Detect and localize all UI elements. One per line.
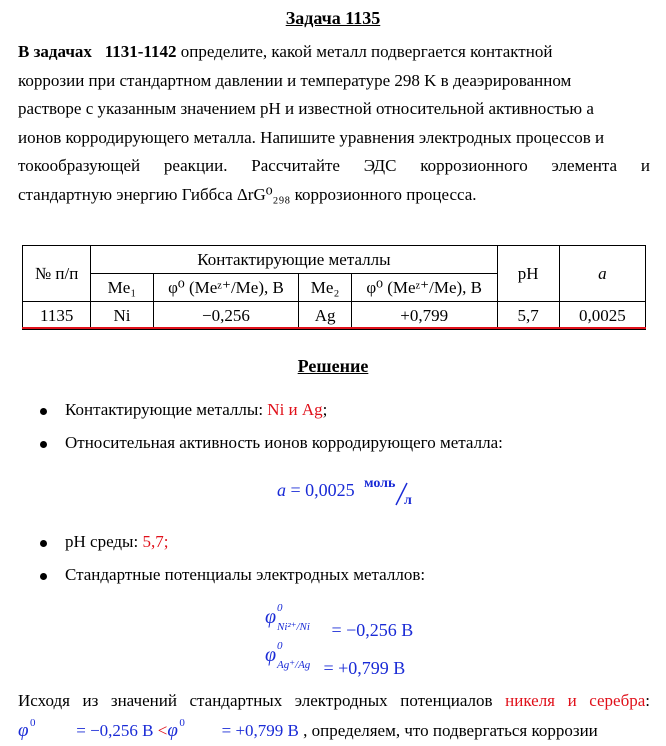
conclusion-paragraph [18,686,650,746]
unit-denominator: л [404,493,412,508]
cell-phi1: −0,256 [153,302,299,330]
header-num: № п/п [23,246,91,302]
cell-ph: 5,7 [497,302,559,330]
header-me1: Me₁ [91,274,153,302]
phi-ni-formula: φ 0 Ni²⁺/Ni = −0,256 В [265,602,414,640]
intro-line-2: коррозии при стандартном давлении и температуре 298 K в деаэрированном [18,70,572,90]
task-table [22,245,646,330]
intro-line-3: растворе с указанным значением pH и известной относительной активностью a [18,99,594,118]
cell-phi2: +0,799 [351,302,497,330]
header-phi2: φ⁰ (Meᶻ⁺/Me), В [351,274,497,302]
red-underline [22,327,646,329]
table-row [23,302,646,330]
bullet-dot-icon [40,540,47,547]
cell-a: 0,0025 [559,302,645,330]
intro-line-4: ионов корродирующего металла. Напишите уравнения электродных процессов и [18,127,605,147]
header-metals: Контактирующие металлы [91,246,497,274]
cell-num: 1135 [23,302,91,330]
phi-ag-formula: φ 0 Ag⁺/Ag = +0,799 В [265,640,406,678]
page-title: Задача 1135 [285,8,381,28]
conclusion-line-1: Исходя из значений стандартных электродных потенциалов никеля и серебра: [18,691,650,710]
conclusion-line-2: φ 0 = −0,256 В <φ 0 = +0,799 В , определяем, что подвергаться коррозии [18,717,598,741]
unit-numerator: моль [364,476,396,491]
bullet-dot-icon [40,573,47,580]
header-phi1: φ⁰ (Meᶻ⁺/Me), В [153,274,299,302]
header-me2: Me₂ [299,274,352,302]
cell-me2: Ag [299,302,352,330]
intro-paragraph [18,38,650,209]
header-ph: pH [497,246,559,302]
intro-line-1: В задачах 1131-1142 определите, какой металл подвергается контактной [18,42,553,61]
solution-title: Решение [297,356,369,376]
bullet-dot-icon [40,408,47,415]
intro-line-5: токообразующей реакции. Рассчитайте ЭДС коррозионного элемента и [18,156,650,175]
activity-formula: a = 0,0025 [277,480,355,500]
cell-me1: Ni [91,302,153,330]
bullet-dot-icon [40,441,47,448]
intro-line-6: стандартную энергию Гиббса ΔrG⁰₂₉₈ коррозионного процесса. [18,184,477,204]
header-a: a [559,246,645,302]
